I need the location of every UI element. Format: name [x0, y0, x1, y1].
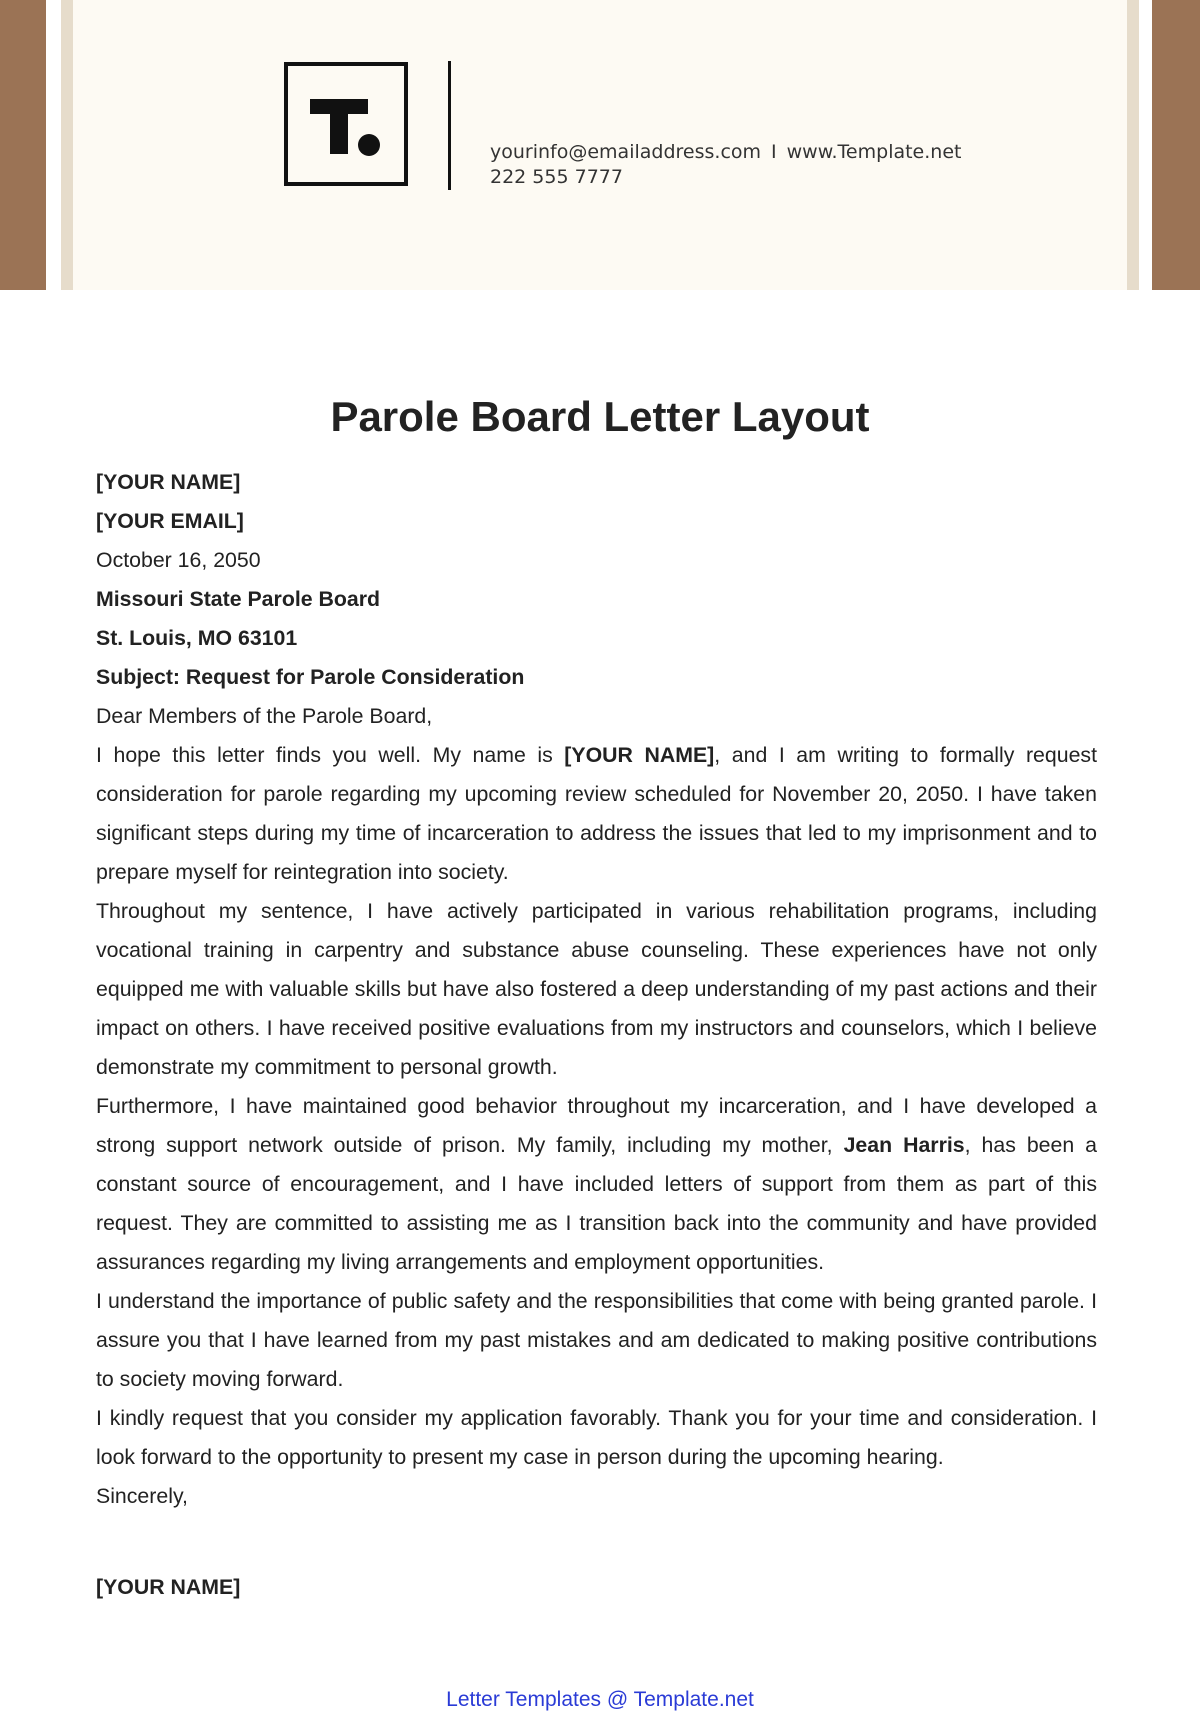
page-title: Parole Board Letter Layout	[330, 393, 870, 440]
stripe-gap-left	[46, 0, 61, 290]
signature-space	[96, 1516, 1097, 1568]
body-paragraph-5: I kindly request that you consider my application favorably. Thank you for your time and consideration. I look forward to the opportunity to present my case in person during the upcoming hearing.	[96, 1406, 1097, 1469]
paragraph-text: I hope this letter finds you well. My name is	[96, 743, 565, 767]
stripe-gap-right	[1139, 0, 1152, 290]
decorative-stripe-right	[1152, 0, 1200, 290]
inline-sender-name: [YOUR NAME]	[564, 743, 715, 767]
company-logo	[284, 62, 408, 186]
decorative-stripe-left	[0, 0, 46, 290]
body-paragraph-2: Throughout my sentence, I have actively participated in various rehabilitation programs, including vocational training in carpentry and substance abuse counseling. These experiences have not only equipped me with valuable skills but have also fostered a deep understanding of my past actions and their impact on others. I have received positive evaluations from my instructors and counselors, which I believe demonstrate my commitment to personal growth.	[96, 899, 1097, 1079]
body-paragraph-1	[96, 736, 1097, 892]
decorative-stripe-tan-right	[1127, 0, 1139, 290]
contact-line-primary	[490, 141, 961, 163]
paragraph-text: , has been a constant source of encouragement, and I have included letters of support from them as part of this request. They are committed to assisting me as I transition back into the community and have provided assurances regarding my living arrangements and employment opportunities.	[96, 1133, 1098, 1274]
paragraph-text: , and I am writing to formally request consideration for parole regarding my upcoming review scheduled for November 20, 2050. I have taken significant steps during my time of incarceration to address the issues that led to my imprisonment and to prepare myself for reintegration into society.	[96, 743, 1097, 884]
logo-divider	[448, 61, 451, 190]
inline-family-name: Jean Harris	[843, 1133, 965, 1157]
sender-name: [YOUR NAME]	[96, 470, 241, 494]
contact-separator: I	[771, 141, 777, 163]
letterhead	[0, 0, 1200, 290]
signature-name: [YOUR NAME]	[96, 1575, 241, 1599]
salutation: Dear Members of the Parole Board,	[96, 704, 433, 728]
letter-body	[96, 463, 1097, 1607]
paragraph-text: Furthermore, I have maintained good behavior throughout my incarceration, and I have developed a strong support network outside of prison. My family, including my mother,	[96, 1094, 1097, 1157]
recipient-organization: Missouri State Parole Board	[96, 587, 381, 611]
contact-email[interactable]: yourinfo@emailaddress.com	[490, 141, 762, 163]
footer-template-link[interactable]: Letter Templates @ Template.net	[446, 1688, 754, 1711]
letter-date: October 16, 2050	[96, 548, 261, 572]
logo-mark-icon	[288, 66, 404, 182]
decorative-stripe-tan-left	[61, 0, 73, 290]
letter-subject: Subject: Request for Parole Consideration	[96, 665, 525, 689]
body-paragraph-4: I understand the importance of public safety and the responsibilities that come with being granted parole. I assure you that I have learned from my past mistakes and am dedicated to making positive contributions to society moving forward.	[96, 1289, 1097, 1391]
closing: Sincerely,	[96, 1484, 188, 1508]
contact-phone: 222 555 7777	[490, 166, 623, 188]
body-paragraph-3	[96, 1087, 1097, 1282]
recipient-address: St. Louis, MO 63101	[96, 626, 298, 650]
contact-website[interactable]: www.Template.net	[786, 141, 962, 163]
sender-email: [YOUR EMAIL]	[96, 509, 244, 533]
